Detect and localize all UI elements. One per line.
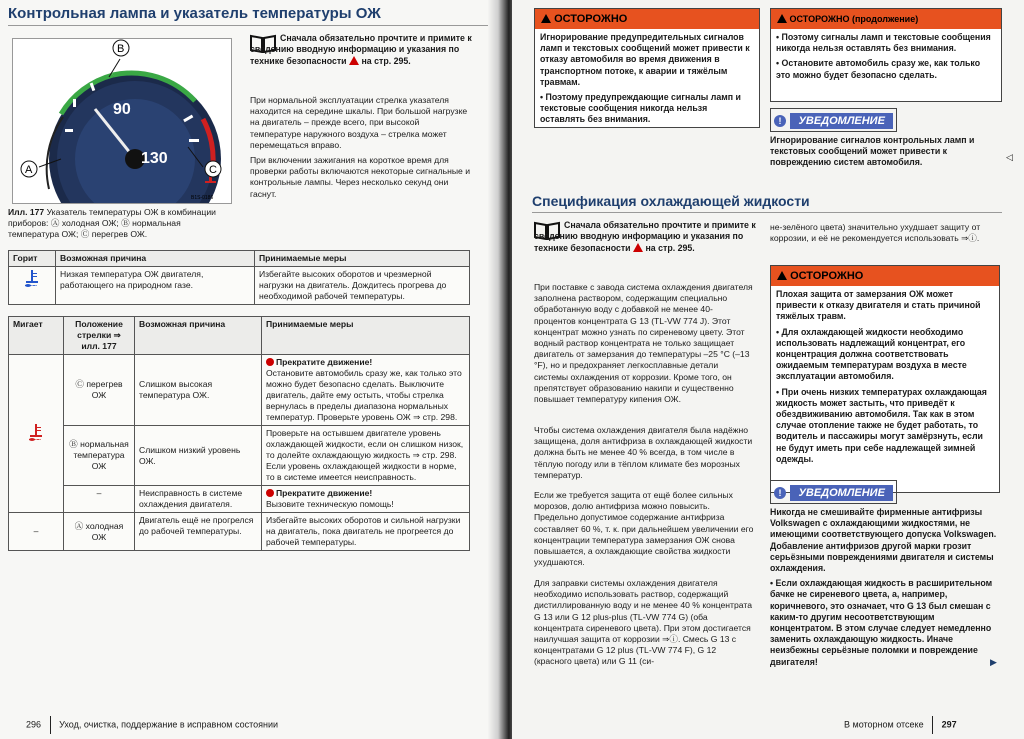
notice-bullet: • Если охлаждающая жидкость в расширительном бачке не сиреневого цвета, а, например, коричневого, это означает, что G 13 был смешан с каким-то другим несоответствующим концентратом. В этом случае следует немедленно заменить охлаждающую жидкость. Иначе неизбежны серьёзные поломки и повреждение двигателя! xyxy=(770,578,993,667)
footer-text: В моторном отсеке xyxy=(844,719,924,730)
warning-text: Плохая защита от замерзания ОЖ может привести к отказу двигателя и стать причиной тяжёлых травм. xyxy=(776,289,981,322)
paragraph: При поставке с завода система охлаждения двигателя заполнена раствором, содержащим специально обработанную воду с добавкой не менее 40-процентов концентрата G 13 (TL-VW 774 J). Этот концентрат можно узнать по сиреневому цвету. Этот водный раствор концентрата не только защищает двигатель от замерзания до температуры –25 °C (–13 °F), но и предохраняет легкосплавные детали системы охлаждения от коррозии. Кроме того, он препятствует образованию накипи и существенно повышает температуру кипения ОЖ. xyxy=(534,282,753,405)
gauge-90-label: 90 xyxy=(113,101,131,118)
warning-bullet-text: Поэтому предупреждающие сигналы ламп и текстовые сообщения никогда нельзя оставлять без внимания. xyxy=(540,92,741,125)
figure-caption xyxy=(8,207,230,241)
footer xyxy=(844,716,957,734)
table-cell: – xyxy=(64,486,135,513)
divider xyxy=(8,25,488,26)
warning-title: ОСТОРОЖНО xyxy=(554,13,628,25)
warning-bullet: • Поэтому сигналы ламп и текстовые сообщения никогда нельзя оставлять без внимания. xyxy=(776,32,991,54)
notice-text: Игнорирование сигналов контрольных ламп и текстовых сообщений может привести к повреждению систем автомобиля. xyxy=(770,135,975,168)
warning-bullet: • Остановите автомобиль сразу же, как только это можно будет безопасно сделать. xyxy=(776,58,981,80)
table-cell: Избегайте высоких оборотов и сильной нагрузки на двигатель, пока двигатель не прогреется до рабочей температуры. xyxy=(262,513,470,551)
warning-title: ОСТОРОЖНО (продолжение) xyxy=(789,14,919,24)
warning-bullet: • Для охлаждающей жидкости необходимо использовать надлежащий концентрат, его концентрация должна соответствовать ожидаемым температурам воздуха в месте эксплуатации автомобиля. xyxy=(776,326,967,382)
table-header: Принимаемые меры xyxy=(262,317,470,355)
warning-title: ОСТОРОЖНО xyxy=(790,270,864,282)
notice-bullet-text: Если охлаждающая жидкость в расширительном бачке не сиреневого цвета, а, например, коричневого, это означает, что G 13 был смешан с каким-то другим несоответствующим концентратом. В этом случае следует немедленно заменить охлаждающую жидкость. Иначе неизбежны серьёзные поломки и повреждение двигателя! xyxy=(770,578,993,667)
action-text: Остановите автомобиль сразу же, как только это можно будет безопасно сделать. Выключите двигатель, дайте ему остыть, чтобы стрелка вернулась в пределы диапазона нормальных температур. Проверьте уровень ОЖ ⇒ стр. 298. xyxy=(266,368,462,422)
table-cell: – xyxy=(9,513,64,551)
table-header: Мигает xyxy=(9,317,64,355)
coolant-icon-blue xyxy=(24,269,40,287)
gauge-label-a: A xyxy=(25,164,33,176)
warning-bullet-text: При очень низких температурах охлаждающая жидкость может застыть, что приведёт к обездвиживанию автомобиля. Так как в этом случае отопление также не будет работать, то водитель и пассажиры могут замёрзнуть, если не будут иметь при себе надлежащей зимней одежды. xyxy=(776,386,987,464)
continue-arrow-icon: ◁ xyxy=(1006,152,1013,162)
gauge-label-b: B xyxy=(117,43,125,55)
intro-note-ref: на стр. 295. xyxy=(645,242,695,253)
action-text: Если уровень охлаждающей жидкости в норме, то в системе имеется неисправность. xyxy=(266,461,457,482)
notice-box xyxy=(770,108,1000,169)
right-page xyxy=(512,0,1024,739)
table-cell xyxy=(262,355,470,426)
footer xyxy=(26,716,278,734)
divider xyxy=(532,212,1002,213)
table-cell: Двигатель ещё не прогрелся до рабочей температуры. xyxy=(135,513,262,551)
intro-note-text: Сначала обязательно прочтите и примите к сведению вводную информацию и указания по технике безопасности xyxy=(250,33,472,66)
warning-box xyxy=(770,265,1000,493)
page-number: 296 xyxy=(26,719,42,730)
gauge-code: B1S-0186 xyxy=(191,195,214,201)
notice-title: УВЕДОМЛЕНИЕ xyxy=(790,113,892,129)
table-flashing xyxy=(8,316,470,551)
coolant-icon-red xyxy=(28,423,44,441)
table-cell: Ⓒ перегрев ОЖ xyxy=(64,355,135,426)
notice-title: УВЕДОМЛЕНИЕ xyxy=(790,485,892,501)
table-row xyxy=(9,486,470,513)
table-cell: Слишком низкий уровень ОЖ. xyxy=(135,426,262,486)
intro-note-ref: на стр. 295. xyxy=(361,55,411,66)
warning-header xyxy=(535,9,759,29)
page-number: 297 xyxy=(941,719,957,730)
warning-triangle-icon xyxy=(541,14,551,23)
stop-label: Прекратите движение! xyxy=(276,488,373,498)
notice-header xyxy=(770,108,897,132)
warning-triangle-icon xyxy=(777,271,787,280)
stop-icon xyxy=(266,489,274,497)
warning-bullet-text: Для охлаждающей жидкости необходимо использовать надлежащий концентрат, его концентрация должна соответствовать ожидаемым температурам воздуха в месте эксплуатации автомобиля. xyxy=(776,326,967,382)
table-header: Возможная причина xyxy=(135,317,262,355)
warning-body xyxy=(535,29,759,129)
table-header: Положение стрелки ⇒ илл. 177 xyxy=(64,317,135,355)
notice-box xyxy=(770,480,998,668)
warning-header xyxy=(771,9,1001,29)
stop-label: Прекратите движение! xyxy=(276,357,373,367)
paragraph: Чтобы система охлаждения двигателя была надёжно защищена, доля антифриза в охлаждающей жидкости должна быть не менее 40 % всегда, в том числе в тёплую погоду или в тёплом климате без морозных температур. xyxy=(534,425,753,480)
table-cell: Слишком высокая температура ОЖ. xyxy=(135,355,262,426)
left-page xyxy=(0,0,500,739)
paragraph: Если же требуется защита от ещё более сильных морозов, долю антифриза можно повысить. Предельно допустимое содержание антифриза составляет 60 %, т. к. при дальнейшем увеличении его концентрации температура замерзания ОЖ снова повышается, а охлаждающие свойства жидкости ухудшаются. xyxy=(534,490,754,568)
table-header: Принимаемые меры xyxy=(255,251,470,267)
paragraph: не-зелёного цвета) значительно ухудшает защиту от коррозии, и её не рекомендуется использовать ⇒ⓘ. xyxy=(770,222,981,244)
gauge-label-c: C xyxy=(209,164,217,176)
action-text: Проверьте на остывшем двигателе уровень охлаждающей жидкости, если он слишком низок, то долейте охлаждающую жидкость ⇒ стр. 298. xyxy=(266,428,464,460)
table-cell: Неисправность в системе охлаждения двигателя. xyxy=(135,486,262,513)
coolant-temp-icon xyxy=(9,355,64,513)
section-title: Спецификация охлаждающей жидкости xyxy=(532,193,810,209)
temperature-gauge-illustration xyxy=(12,38,232,204)
figure-caption-label: Илл. 177 xyxy=(8,207,45,217)
coolant-temp-icon xyxy=(9,267,56,305)
footer-text: Уход, очистка, поддержание в исправном состоянии xyxy=(59,719,279,730)
gauge-130-label: 130 xyxy=(141,150,168,167)
figure-caption-text: Указатель температуры ОЖ в комбинации приборов: Ⓐ холодная ОЖ; Ⓑ нормальная температура ОЖ; Ⓒ перегрев ОЖ. xyxy=(8,207,216,240)
warning-triangle-icon xyxy=(777,14,787,23)
table-cell: Ⓐ холодная ОЖ xyxy=(64,513,135,551)
paragraph: При нормальной эксплуатации стрелка указателя находится на середине шкалы. При большой нагрузке на двигатель – прежде всего, при высокой температуре наружного воздуха – стрелка может перемещаться вправо. xyxy=(250,95,468,150)
notice-header xyxy=(770,480,897,504)
warning-bullet: • При очень низких температурах охлаждающая жидкость может застыть, что приведёт к обездвиживанию автомобиля. Так как в этом случае отопление также не будет работать, то водитель и пассажиры могут замёрзнуть, если не будут иметь при себе надлежащей зимней одежды. xyxy=(776,386,987,464)
info-icon: ! xyxy=(774,115,786,127)
action-text: Вызовите техническую помощь! xyxy=(266,499,394,509)
notice-text: Никогда не смешивайте фирменные антифризы Volkswagen с охлаждающими жидкостями, не имеющими соответствующего допуска Volkswagen. Добавление антифризов другой марки грозит серьёзными повреждениями двигателя и системы охлаждения. xyxy=(770,507,997,574)
gauge-drawing xyxy=(13,39,231,203)
warning-triangle-icon xyxy=(349,56,359,65)
warning-box-continued xyxy=(770,8,1002,102)
table-cell xyxy=(262,426,470,486)
table-cell: Избегайте высоких оборотов и чрезмерной нагрузки на двигатель. Дождитесь прогрева до необходимой рабочей температуры. xyxy=(255,267,470,305)
table-cell: Ⓑ нормальная температура ОЖ xyxy=(64,426,135,486)
warning-header xyxy=(771,266,999,286)
table-header: Возможная причина xyxy=(56,251,255,267)
intro-note-text: Сначала обязательно прочтите и примите к сведению вводную информацию и указания по технике безопасности xyxy=(534,220,756,253)
warning-body xyxy=(771,29,1001,84)
intro-note xyxy=(534,220,756,254)
table-row xyxy=(9,513,470,551)
warning-bullet-text: Поэтому сигналы ламп и текстовые сообщения никогда нельзя оставлять без внимания. xyxy=(776,32,991,54)
paragraph: Для заправки системы охлаждения двигателя необходимо использовать раствор, содержащий дистиллированную воду и не менее 40 % концентрата G 13 или G 12 plus-plus (TL-VW 774 G) (оба концентрата сиреневого цвета). При этом достигается наилучшая защита от коррозии ⇒ⓘ. Смесь G 13 с концентратами G 12 plus (TL-VW 774 F), G 12 (красного цвета) или G 11 (си- xyxy=(534,578,752,667)
table-cell xyxy=(262,486,470,513)
table-cell: Низкая температура ОЖ двигателя, работающего на природном газе. xyxy=(56,267,255,305)
stop-icon xyxy=(266,358,274,366)
table-row xyxy=(9,426,470,486)
intro-note xyxy=(250,33,472,67)
table-row xyxy=(9,267,470,305)
info-icon: ! xyxy=(774,487,786,499)
warning-triangle-icon xyxy=(633,243,643,252)
warning-box xyxy=(534,8,760,128)
continue-arrow-icon: ▶ xyxy=(990,657,997,667)
warning-bullet-text: Остановите автомобиль сразу же, как только это можно будет безопасно сделать. xyxy=(776,58,981,80)
table-header: Горит xyxy=(9,251,56,267)
paragraph: При включении зажигания на короткое время для проверки работы включаются некоторые сигнальные и контрольные лампы. Через несколько секунд они гаснут. xyxy=(250,155,470,199)
warning-body xyxy=(771,286,999,468)
warning-text: Игнорирование предупредительных сигналов ламп и текстовых сообщений может привести к отказу автомобиля во время движения в транспортном потоке, к аварии и тяжёлым травмам. xyxy=(540,32,750,87)
table-row xyxy=(9,355,470,426)
warning-bullet: • Поэтому предупреждающие сигналы ламп и текстовые сообщения никогда нельзя оставлять без внимания. xyxy=(540,92,741,125)
table-lit xyxy=(8,250,470,305)
page-title: Контрольная лампа и указатель температуры ОЖ xyxy=(8,5,381,22)
